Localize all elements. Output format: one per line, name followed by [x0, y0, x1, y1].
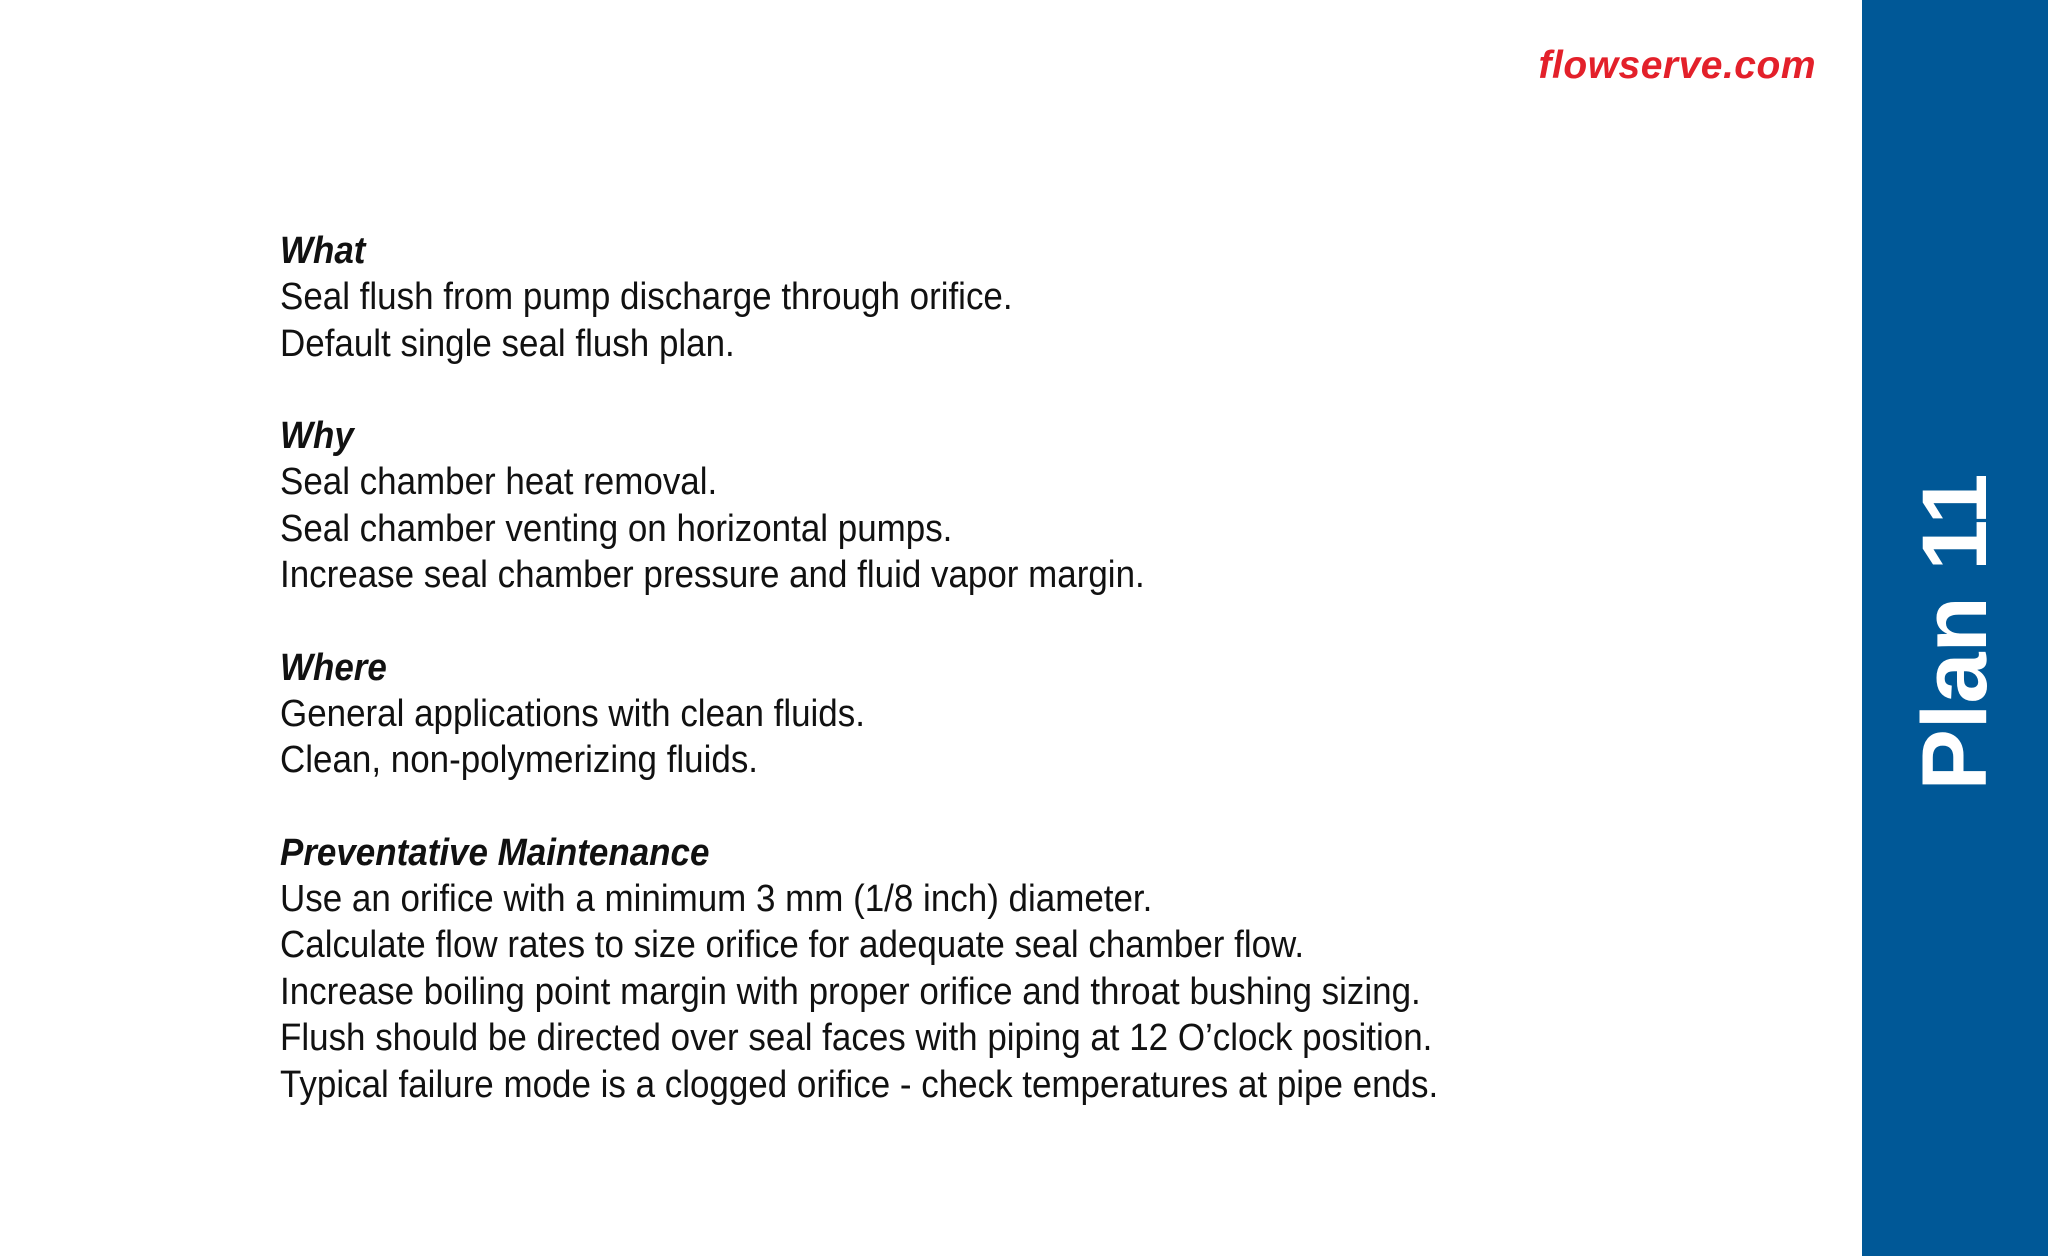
section-heading: Preventative Maintenance [280, 831, 710, 874]
section-line: Flush should be directed over seal faces with piping at 12 O’clock position. [280, 1017, 1433, 1059]
section-why [280, 413, 1780, 599]
plan-title: Plan 11 [1904, 473, 2006, 791]
section-line: Seal chamber heat removal. [280, 461, 718, 503]
section-line: Default single seal flush plan. [280, 322, 735, 365]
section-line: Seal chamber venting on horizontal pumps. [280, 507, 953, 550]
section-line: Clean, non-polymerizing fluids. [280, 739, 759, 781]
section-line: Increase seal chamber pressure and fluid vapor margin. [280, 554, 1145, 596]
site-link[interactable]: flowserve.com [1538, 44, 1816, 87]
section-line: General applications with clean fluids. [280, 692, 865, 735]
section-line: Typical failure mode is a clogged orifice - check temperatures at pipe ends. [280, 1063, 1439, 1106]
section-heading: What [280, 230, 366, 272]
section-heading: Why [280, 415, 354, 457]
section-preventative-maintenance [280, 830, 1780, 1109]
section-where [280, 645, 1780, 784]
side-band [1862, 0, 2048, 1256]
section-line: Use an orifice with a minimum 3 mm (1/8 inch) diameter. [280, 877, 1153, 920]
section-line: Seal flush from pump discharge through orifice. [280, 276, 1013, 318]
content-body [280, 228, 1780, 1154]
section-line: Increase boiling point margin with proper orifice and throat bushing sizing. [280, 970, 1421, 1013]
section-what [280, 228, 1780, 367]
section-line: Calculate flow rates to size orifice for adequate seal chamber flow. [280, 924, 1305, 966]
section-heading: Where [280, 646, 387, 689]
